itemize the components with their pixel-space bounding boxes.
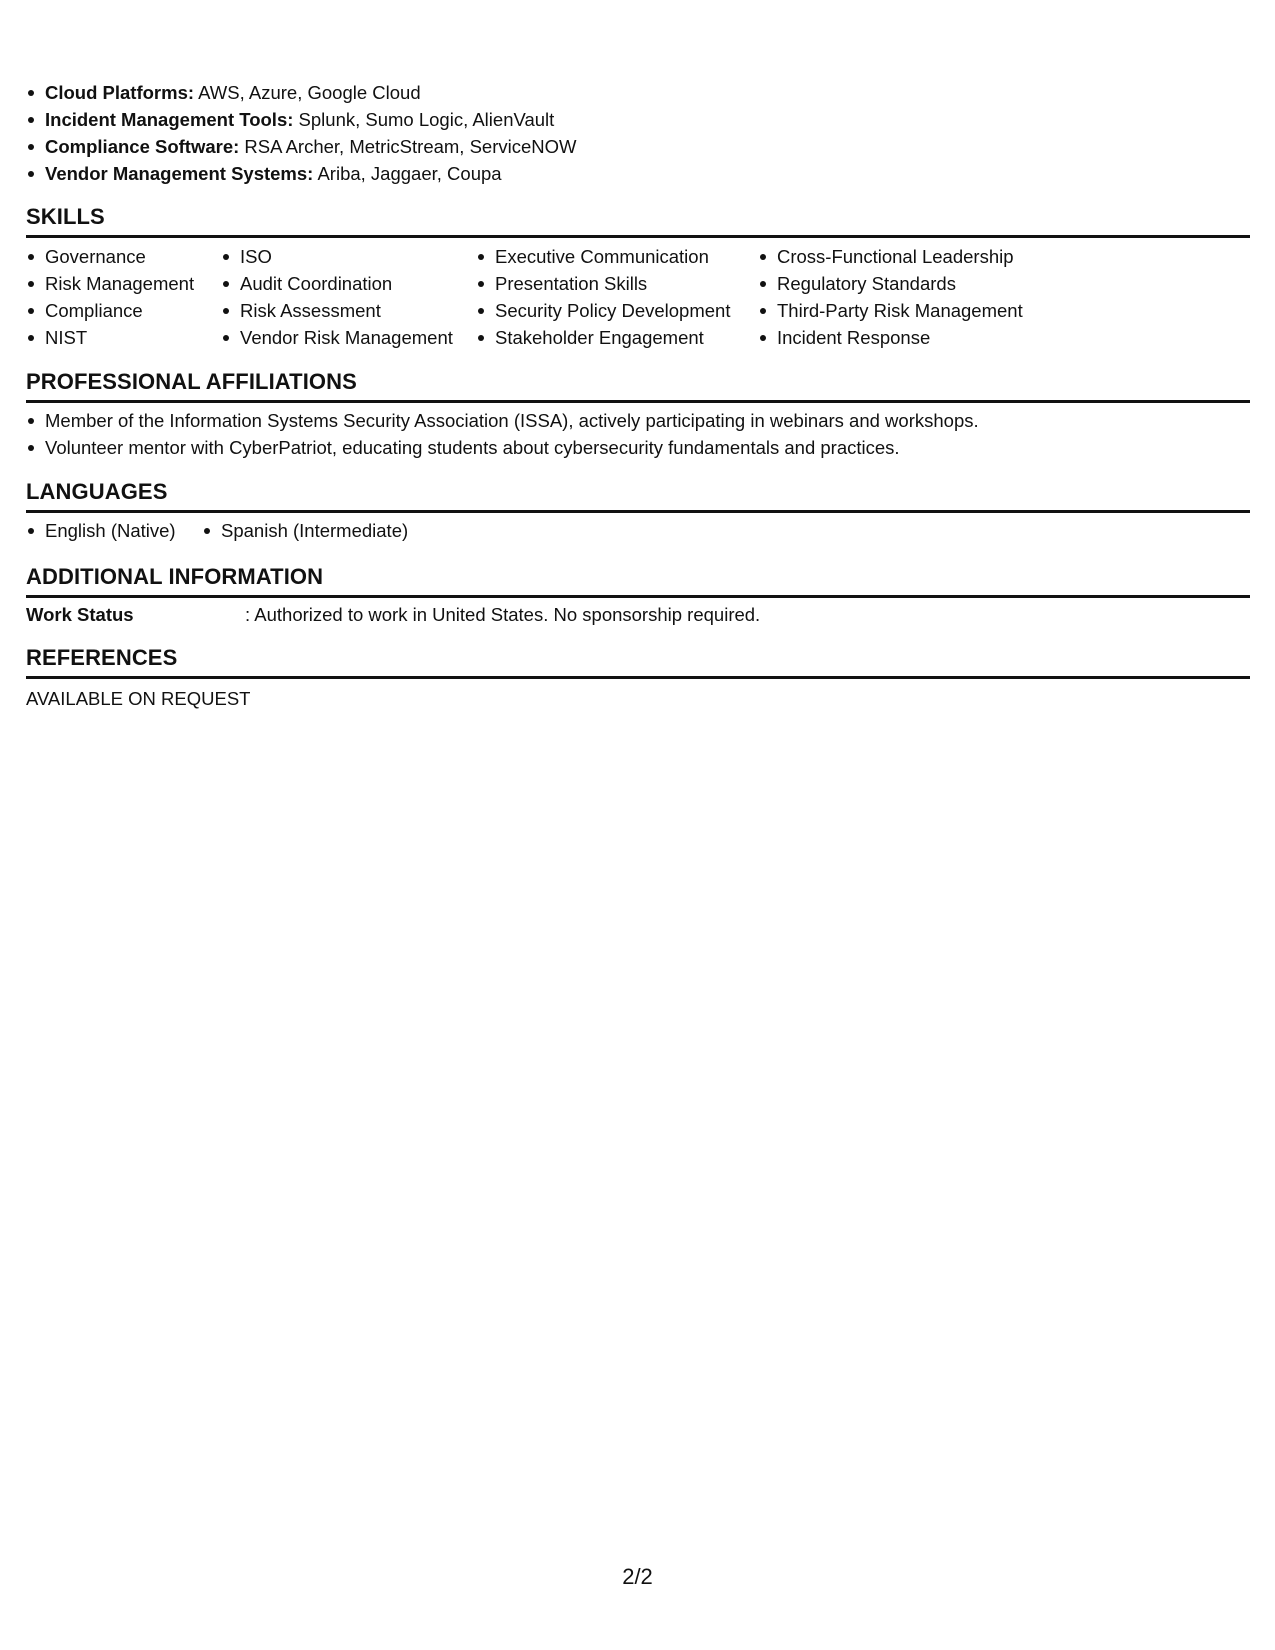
language-item: English (Native): [26, 517, 176, 544]
list-item: [26, 106, 577, 133]
skill-item: ISO: [221, 243, 453, 270]
section-divider: [26, 400, 1250, 403]
skill-item: Stakeholder Engagement: [476, 324, 730, 351]
skills-column: [758, 243, 1023, 351]
skill-item: Third-Party Risk Management: [758, 297, 1023, 324]
section-title: LANGUAGES: [26, 479, 168, 504]
skills-section: [26, 203, 1250, 350]
skill-item: Security Policy Development: [476, 297, 730, 324]
skill-item: Audit Coordination: [221, 270, 453, 297]
skill-item: Vendor Risk Management: [221, 324, 453, 351]
skill-item: Presentation Skills: [476, 270, 730, 297]
section-title: ADDITIONAL INFORMATION: [26, 564, 324, 589]
skill-item: NIST: [26, 324, 194, 351]
languages-section: [26, 478, 1250, 543]
tools-list: [26, 79, 577, 187]
tool-value: Ariba, Jaggaer, Coupa: [313, 163, 502, 184]
tool-label: Cloud Platforms:: [45, 82, 195, 103]
affiliations-list: [26, 407, 1250, 461]
page-number: 2/2: [622, 1564, 653, 1589]
skill-item: Regulatory Standards: [758, 270, 1023, 297]
skill-item: Incident Response: [758, 324, 1023, 351]
skill-item: Governance: [26, 243, 194, 270]
list-item: [26, 133, 577, 160]
tool-label: Vendor Management Systems:: [45, 163, 314, 184]
additional-info-section: [26, 563, 1250, 628]
list-item: Volunteer mentor with CyberPatriot, educating students about cybersecurity fundamentals and practices.: [26, 434, 1250, 461]
skills-column: [221, 243, 453, 351]
section-title: PROFESSIONAL AFFILIATIONS: [26, 369, 357, 394]
skill-item: Compliance: [26, 297, 194, 324]
skills-grid: [26, 238, 1250, 350]
skill-item: Risk Assessment: [221, 297, 453, 324]
work-status-value: : Authorized to work in United States. No sponsorship required.: [245, 604, 761, 625]
tool-label: Incident Management Tools:: [45, 109, 294, 130]
section-title: SKILLS: [26, 204, 105, 229]
language-item: Spanish (Intermediate): [202, 517, 408, 544]
skills-column: [476, 243, 730, 351]
work-status-label: Work Status: [26, 604, 134, 625]
tool-value: Splunk, Sumo Logic, AlienVault: [293, 109, 555, 130]
tool-value: RSA Archer, MetricStream, ServiceNOW: [239, 136, 577, 157]
references-text: AVAILABLE ON REQUEST: [26, 688, 251, 709]
list-item: Member of the Information Systems Security Association (ISSA), actively participating in webinars and workshops.: [26, 407, 1250, 434]
list-item: [26, 79, 577, 106]
languages-list: [26, 513, 1250, 543]
references-section: [26, 644, 1250, 712]
tool-label: Compliance Software:: [45, 136, 240, 157]
skills-column: [26, 243, 194, 351]
skill-item: Cross-Functional Leadership: [758, 243, 1023, 270]
skill-item: Risk Management: [26, 270, 194, 297]
work-status-row: [26, 598, 1250, 628]
skill-item: Executive Communication: [476, 243, 730, 270]
list-item: [26, 160, 577, 187]
affiliations-section: [26, 368, 1250, 461]
tool-value: AWS, Azure, Google Cloud: [194, 82, 421, 103]
section-title: REFERENCES: [26, 645, 178, 670]
